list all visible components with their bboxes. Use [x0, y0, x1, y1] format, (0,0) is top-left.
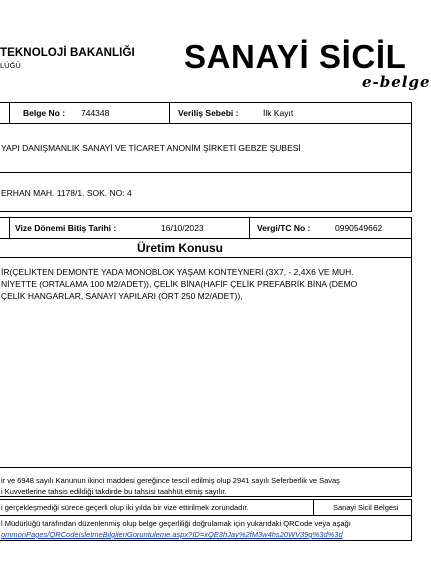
- address-row: [0, 172, 412, 212]
- ministry-name: TEKNOLOJİ BAKANLIĞI: [0, 47, 135, 59]
- qr-verify-text: l Müdürlüğü tarafından düzenlenmiş olup belge geçerliliği doğrulamak için yukarıdaki QRCode veya aşağı: [1, 519, 351, 528]
- verify-url-link[interactable]: ommonPages/QRCodeIsletmeBilgileriGoruntuleme.aspx?ID=xQE3hJav%2fM3w4hs20WV39g%3d%3d: [1, 530, 343, 539]
- vergi-value: 0990549662: [335, 223, 383, 233]
- document-title: SANAYİ SİCİL: [184, 38, 407, 75]
- qr-verify-row: [0, 515, 412, 541]
- ebelge-logo: e-belge: [362, 73, 431, 91]
- verilis-sebebi-label: Veriliş Sebebi :: [178, 108, 239, 118]
- production-line-1: İR(ÇELİKTEN DEMONTE YADA MONOBLOK YAŞAM KONTEYNERİ (3X7, - 2,4X6 VE MUH.: [1, 267, 354, 277]
- verilis-sebebi-value: İlk Kayıt: [263, 108, 294, 118]
- belge-row: [0, 102, 412, 124]
- vergi-label: Vergi/TC No :: [257, 223, 311, 233]
- address: ERHAN MAH. 1178/1. SOK. NO: 4: [1, 188, 132, 198]
- production-line-3: ÇELİK HANGARLAR, SANAYİ YAPILARI (ORT 250 M2/ADET)),: [1, 291, 243, 301]
- company-row: [0, 123, 412, 173]
- law-line-2: i Kuvvetlerine tahsis edildiği takdirde bu tahsisi taahhüt etmiş sayılır.: [1, 487, 227, 496]
- belge-no-value: 744348: [81, 108, 110, 118]
- document-type-badge: Sanayi Sicil Belgesi: [333, 503, 399, 512]
- vize-row: [0, 217, 412, 239]
- production-section: [0, 238, 412, 468]
- vize-value: 16/10/2023: [161, 223, 204, 233]
- production-title: Üretim Konusu: [137, 241, 224, 255]
- ministry-subtitle: LÜĞÜ: [0, 61, 21, 70]
- validity-text: i gerçekleşmediği sürece geçerli olup iki yılda bir vize ettirilmek zorundadır.: [1, 503, 249, 512]
- law-line-1: ir ve 6948 sayılı Kanunun ikinci maddesi gereğince tescil edilmiş olup 2941 sayılı Seferberlik ve Savaş: [1, 476, 340, 485]
- production-line-2: NİYETTE (ORTALAMA 100 M2/ADET)), ÇELİK BİNA(HAFİF ÇELİK PREFABRİK BİNA (DEMO: [1, 279, 358, 289]
- company-name: YAPI DANIŞMANLIK SANAYİ VE TİCARET ANONİM ŞİRKETİ GEBZE ŞUBESİ: [1, 143, 301, 153]
- vize-label: Vize Dönemi Bitiş Tarihi :: [15, 223, 117, 233]
- belge-no-label: Belge No :: [23, 108, 66, 118]
- law-section: [0, 467, 412, 497]
- validity-row: [0, 499, 412, 516]
